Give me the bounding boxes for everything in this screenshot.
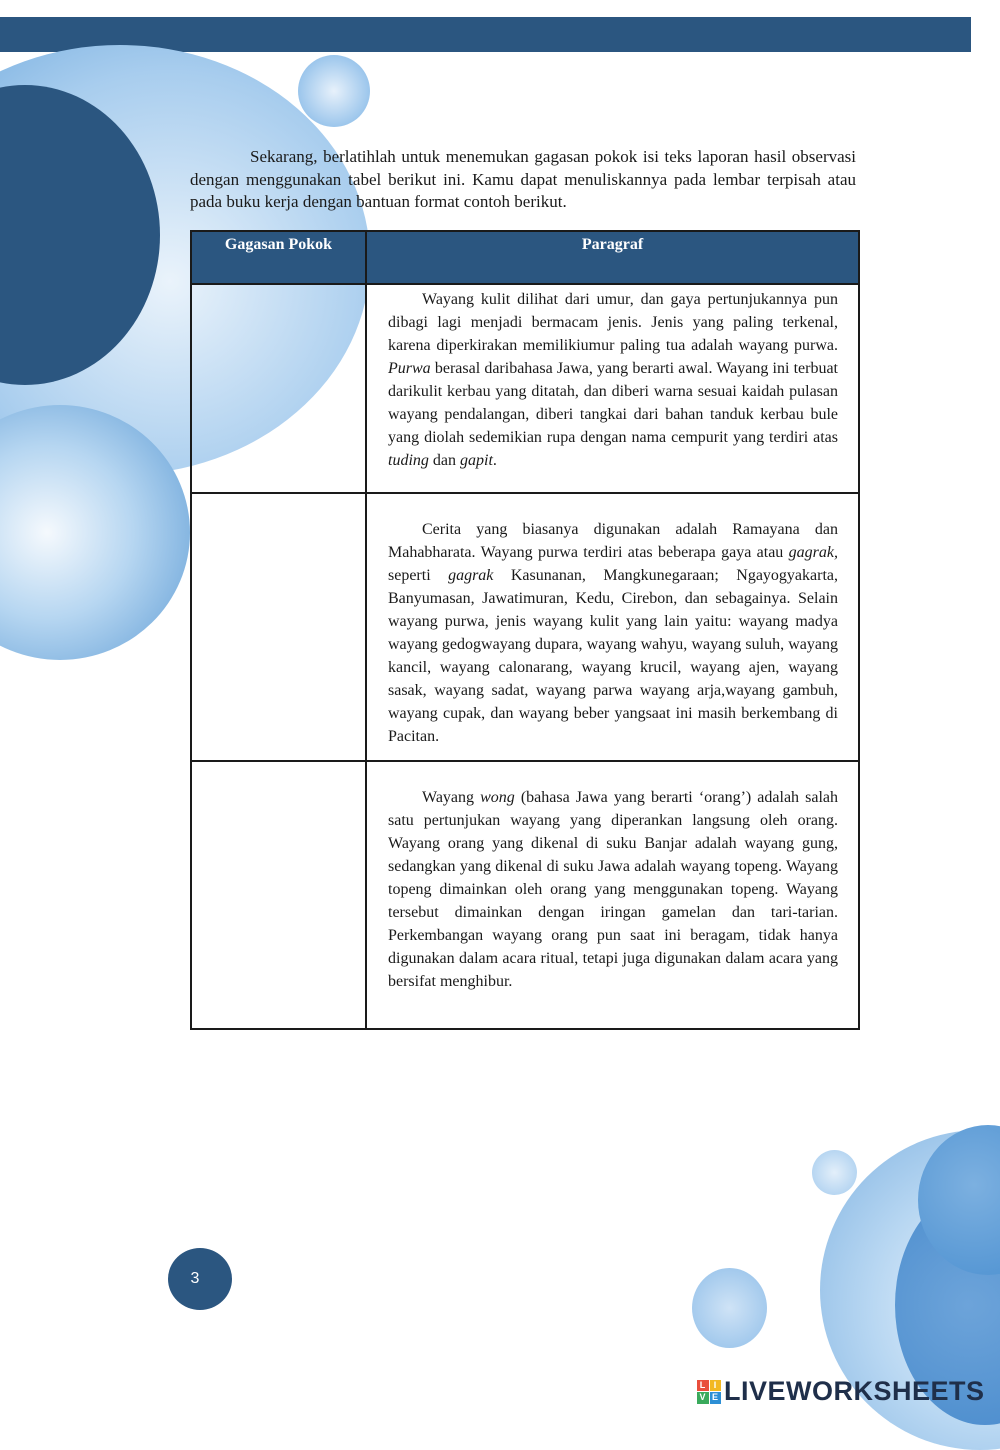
logo-letter: L — [697, 1380, 709, 1392]
table-row — [191, 493, 859, 761]
logo-letter: I — [710, 1380, 722, 1392]
paragraph-text: Wayang kulit dilihat dari umur, dan gaya pertunjukannya pun dibagi lagi menjadi bermacam jenis. Jenis yang paling terkenal, karena diperkirakan memilikiumur paling tua adalah wayang purwa. Purwa berasal daribahasa Jawa, yang berarti awal. Wayang ini terbuat darikulit kerbau yang ditatah, dan diberi warna sesuai kaidah pulasan wayang pendalangan, diberi tangkai dari bahan tanduk kerbau bule yang diolah sedemikian rupa dengan nama cempurit yang terdiri atas tuding dan gapit. — [388, 291, 838, 469]
paragraph-cell — [366, 493, 859, 761]
table-header-row — [191, 231, 859, 284]
decorative-circle — [812, 1150, 857, 1195]
header-gagasan-pokok: Gagasan Pokok — [191, 231, 366, 284]
logo-letter: V — [697, 1392, 709, 1404]
liveworksheets-logo-icon — [697, 1380, 721, 1404]
gagasan-pokok-answer-cell[interactable] — [191, 761, 366, 1029]
page-number-badge: 3 — [168, 1248, 232, 1310]
table-row — [191, 761, 859, 1029]
intro-paragraph: Sekarang, berlatihlah untuk menemukan gagasan pokok isi teks laporan hasil observasi dengan menggunakan tabel berikut ini. Kamu dapat menuliskannya pada lembar terpisah atau pada buku kerja dengan bantuan format contoh berikut. — [190, 147, 856, 211]
decorative-circle — [692, 1268, 767, 1348]
logo-letter: E — [710, 1392, 722, 1404]
paragraph-text: Wayang wong (bahasa Jawa yang berarti ‘orang’) adalah salah satu pertunjukan wayang yang diperankan langsung oleh orang. Wayang orang yang dikenal di suku Banjar adalah wayang gung, sedangkan yang dikenal di suku Jawa adalah wayang topeng. Wayang topeng dimainkan oleh orang yang menggunakan topeng. Wayang tersebut dimainkan dengan iringan gamelan dan tari-tarian. Perkembangan wayang orang pun saat ini beragam, tidak hanya digunakan dalam acara ritual, tetapi juga digunakan dalam acara yang bersifat menghibur. — [388, 789, 838, 990]
paragraph-text: Cerita yang biasanya digunakan adalah Ramayana dan Mahabharata. Wayang purwa terdiri atas beberapa gaya atau gagrak, seperti gagrak Kasunanan, Mangkunegaraan; Ngayogyakarta, Banyumasan, Jawatimuran, Kedu, Cirebon, dan sebagainya. Selain wayang purwa, jenis wayang kulit yang lain yaitu: wayang madya wayang gedogwayang dupara, wayang wahyu, wayang suluh, wayang kancil, wayang calonarang, wayang krucil, wayang ajen, wayang sasak, wayang sadat, wayang parwa wayang arja,wayang gambuh, wayang cupak, dan wayang beber yangsaat ini masih berkembang di Pacitan. — [388, 521, 838, 745]
header-paragraf: Paragraf — [366, 231, 859, 284]
worksheet-table — [190, 230, 860, 1030]
brand-watermark — [697, 1376, 985, 1407]
gagasan-pokok-answer-cell[interactable] — [191, 284, 366, 493]
gagasan-pokok-answer-cell[interactable] — [191, 493, 366, 761]
decorative-circle — [298, 55, 370, 127]
brand-name: LIVEWORKSHEETS — [724, 1376, 985, 1406]
paragraph-cell — [366, 284, 859, 493]
table-row — [191, 284, 859, 493]
paragraph-cell — [366, 761, 859, 1029]
